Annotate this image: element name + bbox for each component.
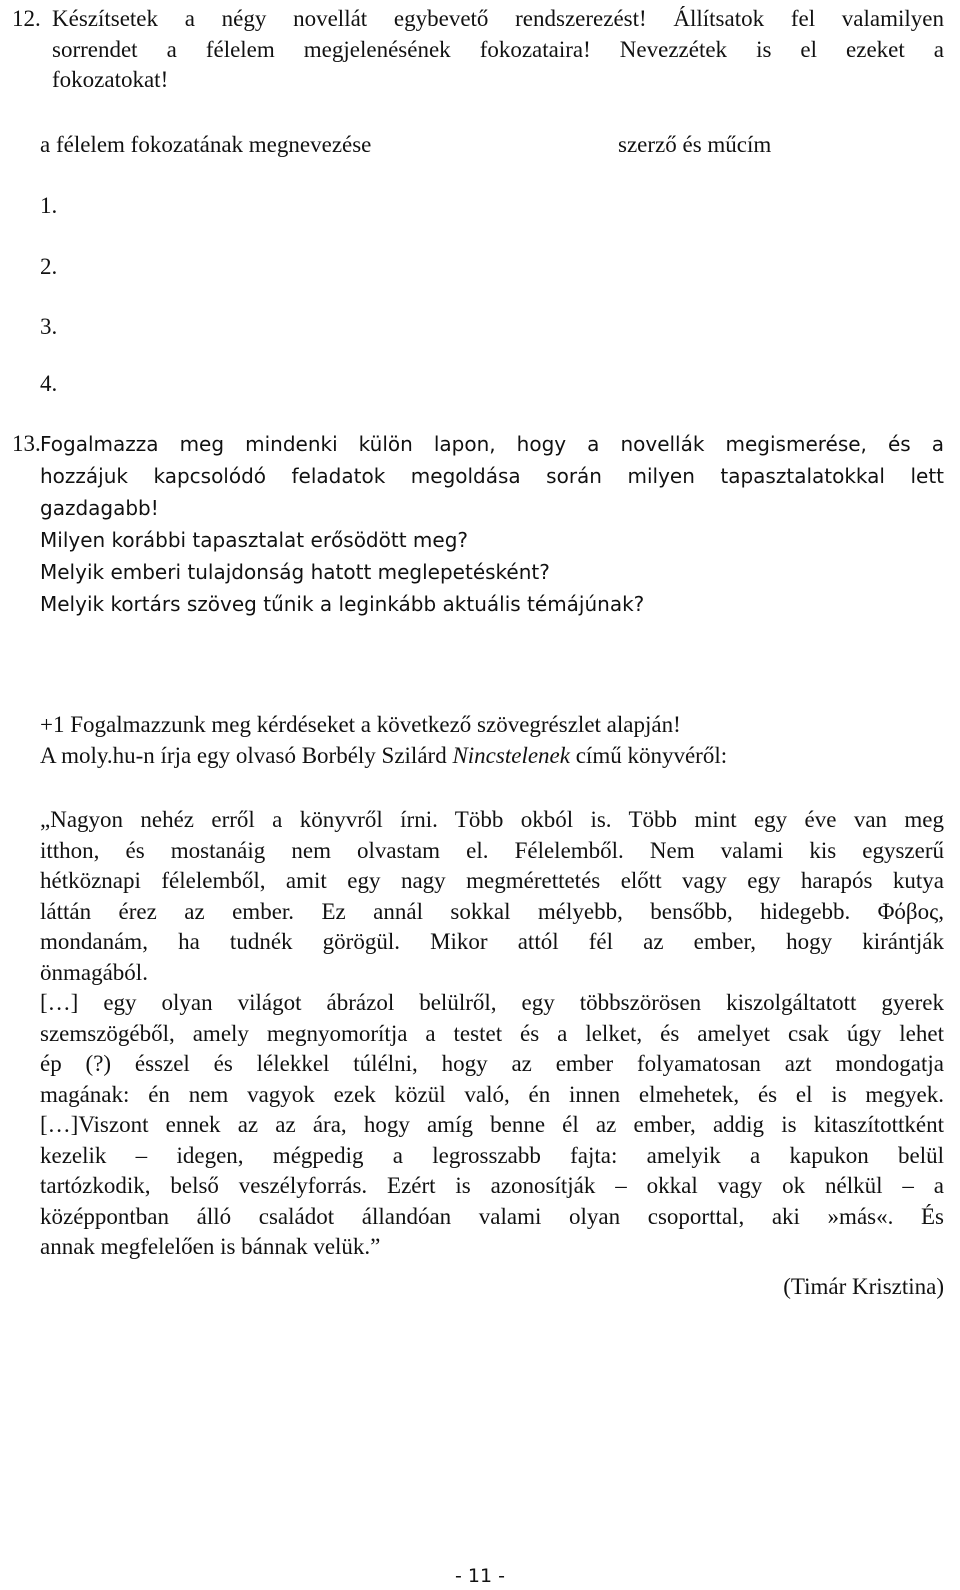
- quote-line: láttán érez az ember. Ez annál sokkal mélyebb, bensőbb, hidegebb. Φόβος,: [40, 898, 944, 924]
- bonus-intro-end: című könyvéről:: [569, 742, 728, 768]
- task-13-text-1: Fogalmazza meg mindenki külön lapon, hogy a novellák megismerése, és a: [40, 432, 944, 456]
- task-12-text-2: sorrendet a félelem megjelenésének fokozataira! Nevezzétek is el ezeket a: [52, 36, 944, 62]
- task-12-line-3: [12, 65, 944, 96]
- table-row-1: 1.: [40, 193, 58, 218]
- table-row-4: 4.: [40, 371, 58, 396]
- book-title: Nincstelenek: [452, 742, 570, 768]
- quote-line: szemszögéből, amely megnyomorítja a testet és a lelket, és amelyet csak úgy lehet: [40, 1020, 944, 1046]
- quote-line: ép (?) ésszel és lélekkel túlélni, hogy az ember folyamatosan azt mondogatja: [40, 1051, 944, 1076]
- task-13-line-2: [12, 460, 944, 492]
- quote-line: magának: én nem vagyok ezek közül való, én innen elmehetek, és el is megyek.: [40, 1081, 944, 1107]
- quote-line: önmagából.: [40, 959, 148, 985]
- quote-line: hétköznapi félelemből, amit egy nagy megmérettetés előtt vagy egy harapós kutya: [40, 868, 944, 893]
- bonus-task: [40, 710, 944, 771]
- quote-line: […]Viszont ennek az az ára, hogy amíg benne él az ember, addig is kitaszítottként: [40, 1112, 944, 1137]
- page-number: - 11 -: [455, 1565, 505, 1587]
- task-12-line-1: [12, 4, 944, 35]
- task-13-number: 13.: [12, 431, 41, 456]
- task-12: [12, 4, 944, 96]
- table-row-3: 3.: [40, 314, 58, 339]
- task-13-line-3: [12, 492, 944, 524]
- task-12-text-3: fokozatokat!: [52, 67, 169, 92]
- task-13: [12, 428, 944, 620]
- quote-author: (Timár Krisztina): [783, 1274, 944, 1299]
- quote-line: középpontban álló családot állandóan valami olyan csoporttal, aki »más«. És: [40, 1203, 944, 1229]
- bonus-intro-text: A moly.hu-n írja egy olvasó Borbély Szilárd: [40, 742, 453, 768]
- task-13-question-2: Melyik emberi tulajdonság hatott meglepetésként?: [40, 560, 550, 584]
- table-header-author-title: szerző és műcím: [618, 132, 772, 157]
- quote-line: tartózkodik, belső veszélyforrás. Ezért is azonosítják – okkal vagy ok nélkül – a: [40, 1173, 944, 1198]
- table-header-degree: a félelem fokozatának megnevezése: [40, 132, 372, 157]
- task-12-number: 12.: [12, 6, 41, 31]
- quote-line: mondanám, ha tudnék görögül. Mikor attól fél az ember, hogy kirántják: [40, 929, 944, 954]
- task-13-text-3: gazdagabb!: [40, 496, 159, 520]
- task-12-line-2: [12, 35, 944, 66]
- quote-line: […] egy olyan világot ábrázol belülről, egy többszörösen kiszolgáltatott gyerek: [40, 990, 944, 1015]
- quote-block: [40, 805, 944, 1263]
- quote-line: annak megfelelően is bánnak velük.”: [40, 1234, 381, 1259]
- task-13-question-1: Milyen korábbi tapasztalat erősödött meg?: [40, 528, 468, 552]
- quote-line: „Nagyon nehéz erről a könyvről írni. Több okból is. Több mint egy éve van meg: [40, 807, 944, 832]
- task-13-line-1: [12, 428, 944, 460]
- quote-line: kezelik – idegen, mégpedig a legrosszabb fajta: amelyik a kapukon belül: [40, 1142, 944, 1168]
- bonus-line-1: +1 Fogalmazzunk meg kérdéseket a következő szövegrészlet alapján!: [40, 712, 681, 737]
- table-row-2: 2.: [40, 254, 58, 279]
- task-13-question-3: Melyik kortárs szöveg tűnik a leginkább aktuális témájúnak?: [40, 592, 645, 616]
- task-13-text-2: hozzájuk kapcsolódó feladatok megoldása során milyen tapasztalatokkal lett: [40, 464, 944, 488]
- bonus-line-2: [40, 741, 944, 772]
- task-12-text-1: Készítsetek a négy novellát egybevető rendszerezést! Állítsatok fel valamilyen: [52, 6, 944, 31]
- quote-line: itthon, és mostanáig nem olvastam el. Félelemből. Nem valami kis egyszerű: [40, 837, 944, 863]
